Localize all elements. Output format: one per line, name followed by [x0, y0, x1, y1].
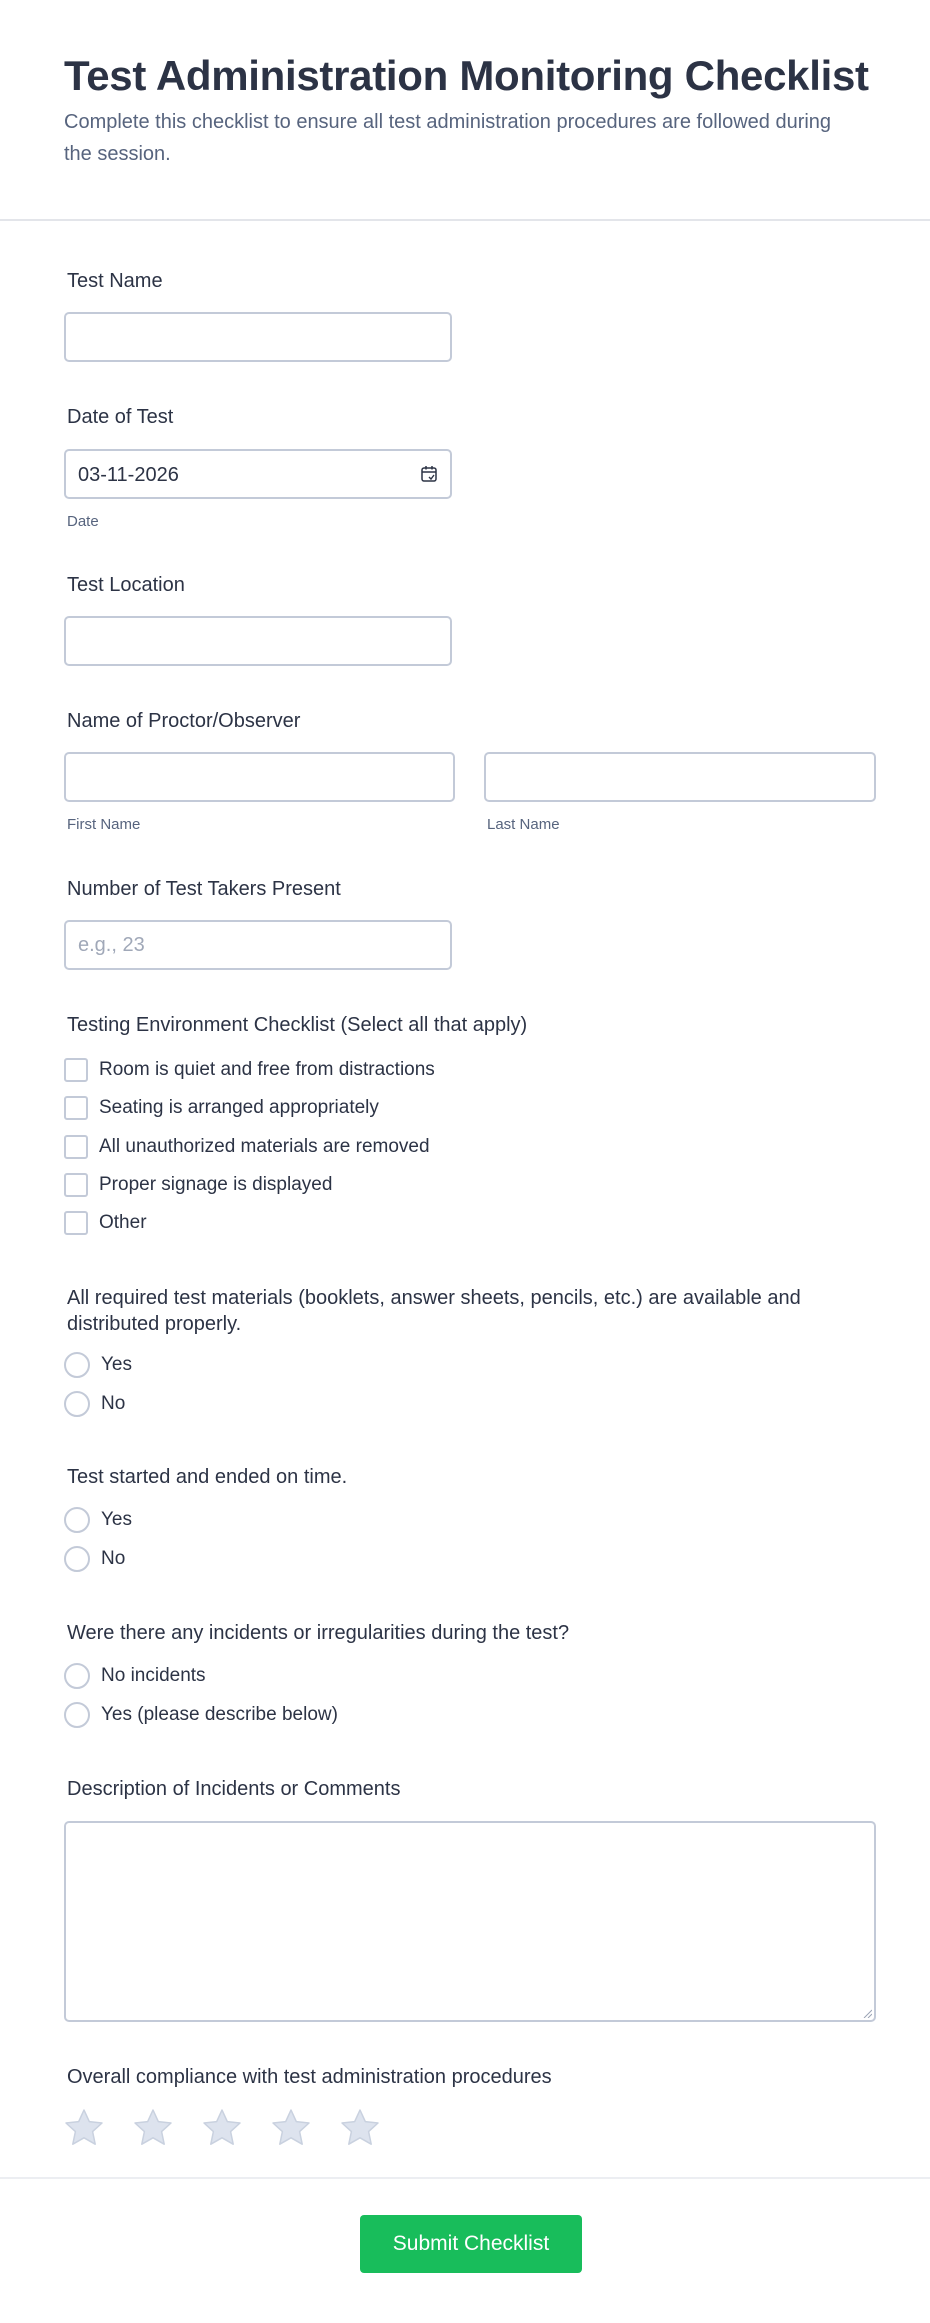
star-icon[interactable] — [271, 2108, 311, 2148]
description-textarea[interactable] — [64, 1821, 876, 2022]
timing-option-yes[interactable]: Yes — [64, 1507, 132, 1533]
environment-option[interactable]: Room is quiet and free from distractions — [64, 1057, 435, 1083]
form-header — [0, 0, 930, 221]
radio-button[interactable] — [64, 1352, 90, 1378]
star-icon[interactable] — [202, 2108, 242, 2148]
radio-button[interactable] — [64, 1507, 90, 1533]
star-icon[interactable] — [133, 2108, 173, 2148]
test-takers-label: Number of Test Takers Present — [67, 878, 341, 900]
test-name-label: Test Name — [67, 270, 163, 292]
date-sublabel: Date — [67, 513, 99, 530]
environment-option[interactable]: Other — [64, 1210, 147, 1236]
incidents-label: Were there any incidents or irregularities during the test? — [67, 1622, 570, 1644]
timing-option-no[interactable]: No — [64, 1546, 125, 1572]
materials-option-no[interactable]: No — [64, 1391, 125, 1417]
date-of-test-label: Date of Test — [67, 406, 174, 428]
materials-label: All required test materials (booklets, answer sheets, pencils, etc.) are available and distributed properly. — [67, 1287, 801, 1335]
submit-button[interactable]: Submit Checklist — [360, 2215, 582, 2273]
incidents-option-none[interactable]: No incidents — [64, 1663, 206, 1689]
radio-button[interactable] — [64, 1663, 90, 1689]
last-name-input[interactable] — [484, 752, 876, 802]
timing-label: Test started and ended on time. — [67, 1466, 348, 1488]
checkbox[interactable] — [64, 1173, 88, 1197]
first-name-input[interactable] — [64, 752, 455, 802]
date-input[interactable] — [64, 449, 452, 499]
test-takers-input[interactable] — [64, 920, 452, 970]
environment-option[interactable]: Seating is arranged appropriately — [64, 1095, 379, 1121]
calendar-icon[interactable] — [420, 465, 438, 483]
environment-label: Testing Environment Checklist (Select all that apply) — [67, 1014, 528, 1036]
first-name-sublabel: First Name — [67, 816, 141, 833]
resize-grip-icon[interactable] — [862, 2008, 872, 2018]
footer-divider — [0, 2177, 930, 2179]
incidents-option-yes[interactable]: Yes (please describe below) — [64, 1702, 338, 1728]
checkbox[interactable] — [64, 1058, 88, 1082]
compliance-label: Overall compliance with test administration procedures — [67, 2066, 552, 2088]
form-title: Test Administration Monitoring Checklist — [64, 52, 869, 99]
date-value: 03-11-2026 — [78, 464, 179, 486]
environment-option[interactable]: Proper signage is displayed — [64, 1172, 332, 1198]
star-icon[interactable] — [340, 2108, 380, 2148]
star-icon[interactable] — [64, 2108, 104, 2148]
form-description: Complete this checklist to ensure all test administration procedures are followed during the session. — [64, 111, 832, 165]
radio-button[interactable] — [64, 1546, 90, 1572]
checkbox[interactable] — [64, 1135, 88, 1159]
test-location-label: Test Location — [67, 574, 185, 596]
test-location-input[interactable] — [64, 616, 452, 666]
description-label: Description of Incidents or Comments — [67, 1778, 401, 1800]
materials-option-yes[interactable]: Yes — [64, 1352, 132, 1378]
checkbox[interactable] — [64, 1096, 88, 1120]
radio-button[interactable] — [64, 1702, 90, 1728]
proctor-label: Name of Proctor/Observer — [67, 710, 301, 732]
test-name-input[interactable] — [64, 312, 452, 362]
last-name-sublabel: Last Name — [487, 816, 560, 833]
radio-button[interactable] — [64, 1391, 90, 1417]
checkbox[interactable] — [64, 1211, 88, 1235]
environment-option[interactable]: All unauthorized materials are removed — [64, 1134, 430, 1160]
